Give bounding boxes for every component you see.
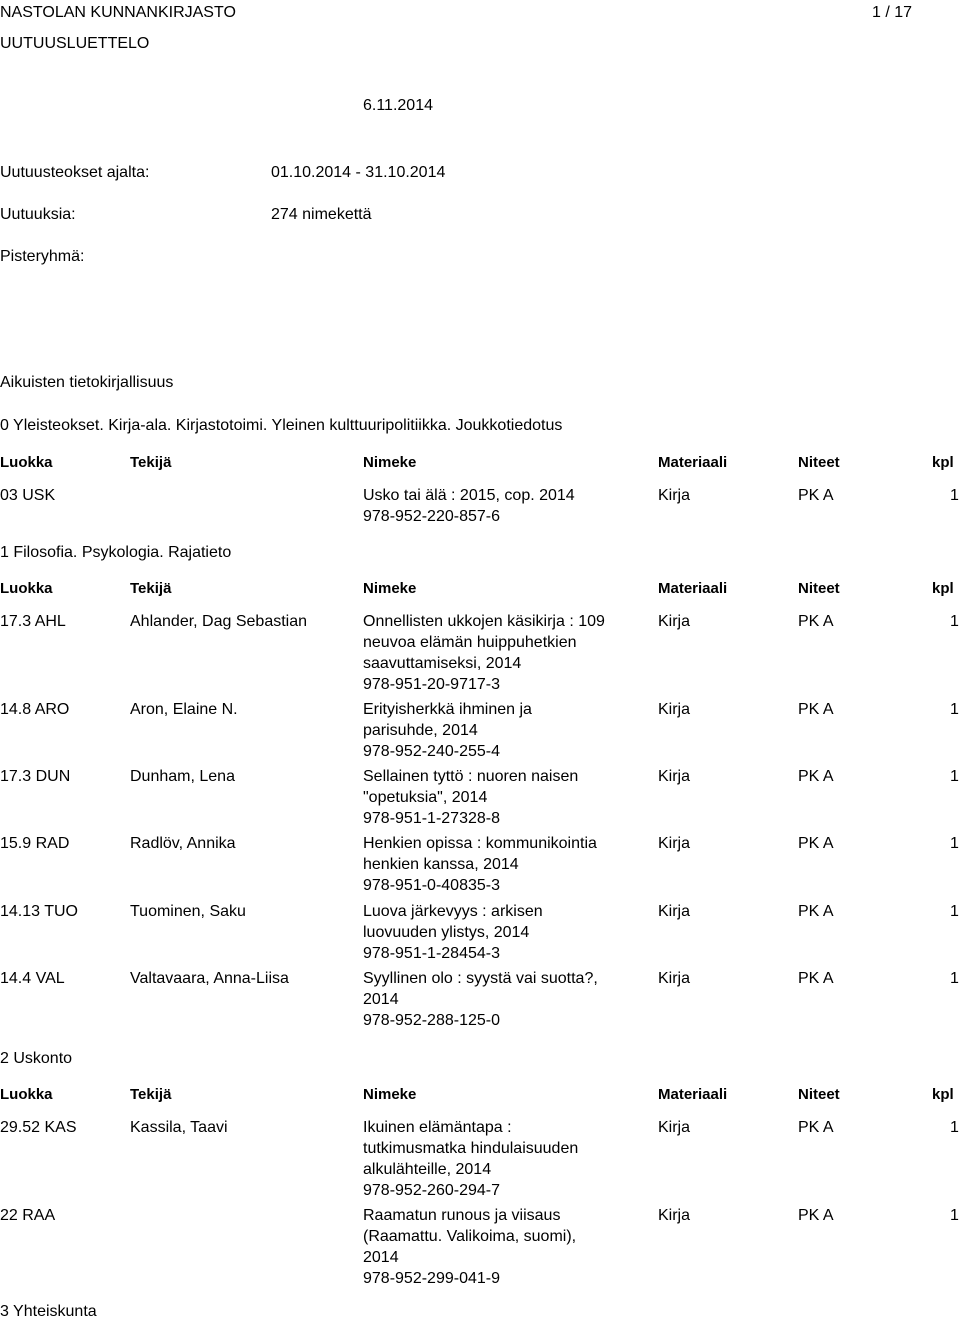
row-tekija: Radlöv, Annika <box>130 835 236 852</box>
row-kpl: 1 <box>950 1207 959 1224</box>
col-niteet: Niteet <box>798 580 840 597</box>
group-label: Pisteryhmä: <box>0 248 85 265</box>
row-luokka: 17.3 DUN <box>0 768 71 785</box>
col-tekija: Tekijä <box>130 580 172 597</box>
row-luokka: 14.8 ARO <box>0 701 70 718</box>
col-kpl: kpl <box>932 580 954 597</box>
period-label: Uutuusteokset ajalta: <box>0 164 150 181</box>
count-value: 274 nimekettä <box>271 206 372 223</box>
row-materiaali: Kirja <box>658 487 691 504</box>
row-niteet: PK A <box>798 1207 834 1224</box>
row-materiaali: Kirja <box>658 1207 691 1224</box>
row-luokka: 14.13 TUO <box>0 903 78 920</box>
col-luokka: Luokka <box>0 580 53 597</box>
col-kpl: kpl <box>932 454 954 471</box>
row-niteet: PK A <box>798 768 834 785</box>
col-materiaali: Materiaali <box>658 1086 728 1103</box>
row-materiaali: Kirja <box>658 1119 691 1136</box>
row-niteet: PK A <box>798 487 834 504</box>
count-label: Uutuuksia: <box>0 206 76 223</box>
row-nimeke: Syyllinen olo : syystä vai suotta?, 2014 978-952-288-125-0 <box>363 970 598 1029</box>
col-luokka: Luokka <box>0 454 53 471</box>
col-materiaali: Materiaali <box>658 580 728 597</box>
col-nimeke: Nimeke <box>363 580 417 597</box>
row-nimeke: Onnellisten ukkojen käsikirja : 109 neuvoa elämän huippuhetkien saavuttamiseksi, 2014 978-951-20-9717-3 <box>363 613 605 693</box>
row-kpl: 1 <box>950 701 959 718</box>
row-nimeke: Ikuinen elämäntapa : tutkimusmatka hindulaisuuden alkulähteille, 2014 978-952-260-294-7 <box>363 1119 579 1199</box>
col-tekija: Tekijä <box>130 1086 172 1103</box>
col-materiaali: Materiaali <box>658 454 728 471</box>
row-nimeke: Sellainen tyttö : nuoren naisen "opetuksia", 2014 978-951-1-27328-8 <box>363 768 579 827</box>
row-luokka: 14.4 VAL <box>0 970 65 987</box>
col-luokka: Luokka <box>0 1086 53 1103</box>
col-nimeke: Nimeke <box>363 1086 417 1103</box>
col-niteet: Niteet <box>798 1086 840 1103</box>
row-tekija: Dunham, Lena <box>130 768 235 785</box>
row-luokka: 22 RAA <box>0 1207 56 1224</box>
row-luokka: 17.3 AHL <box>0 613 66 630</box>
col-tekija: Tekijä <box>130 454 172 471</box>
row-kpl: 1 <box>950 613 959 630</box>
row-materiaali: Kirja <box>658 835 691 852</box>
page-number: 1 / 17 <box>872 4 913 21</box>
row-materiaali: Kirja <box>658 613 691 630</box>
row-materiaali: Kirja <box>658 701 691 718</box>
row-tekija: Valtavaara, Anna-Liisa <box>130 970 289 987</box>
row-niteet: PK A <box>798 835 834 852</box>
section-title: 2 Uskonto <box>0 1050 73 1067</box>
list-title: UUTUUSLUETTELO <box>0 35 150 52</box>
report-date: 6.11.2014 <box>363 97 433 114</box>
row-kpl: 1 <box>950 835 959 852</box>
row-materiaali: Kirja <box>658 768 691 785</box>
category-title: Aikuisten tietokirjallisuus <box>0 374 174 391</box>
row-tekija: Aron, Elaine N. <box>130 701 238 718</box>
row-tekija: Ahlander, Dag Sebastian <box>130 613 308 630</box>
row-niteet: PK A <box>798 970 834 987</box>
row-nimeke: Usko tai älä : 2015, cop. 2014 978-952-220-857-6 <box>363 487 575 525</box>
row-kpl: 1 <box>950 1119 959 1136</box>
period-value: 01.10.2014 - 31.10.2014 <box>271 164 446 181</box>
row-niteet: PK A <box>798 1119 834 1136</box>
row-nimeke: Erityisherkkä ihminen ja parisuhde, 2014 978-952-240-255-4 <box>363 701 532 760</box>
row-niteet: PK A <box>798 613 834 630</box>
row-luokka: 29.52 KAS <box>0 1119 77 1136</box>
section-title: 3 Yhteiskunta <box>0 1303 97 1320</box>
row-luokka: 03 USK <box>0 487 56 504</box>
row-nimeke: Luova järkevyys : arkisen luovuuden ylistys, 2014 978-951-1-28454-3 <box>363 903 543 962</box>
row-luokka: 15.9 RAD <box>0 835 70 852</box>
row-tekija: Tuominen, Saku <box>130 903 246 920</box>
col-nimeke: Nimeke <box>363 454 417 471</box>
section-title: 1 Filosofia. Psykologia. Rajatieto <box>0 544 232 561</box>
section-title: 0 Yleisteokset. Kirja-ala. Kirjastotoimi. Yleinen kulttuuripolitiikka. Joukkotiedotus <box>0 417 563 434</box>
row-kpl: 1 <box>950 487 959 504</box>
row-nimeke: Raamatun runous ja viisaus (Raamattu. Valikoima, suomi), 2014 978-952-299-041-9 <box>363 1207 577 1287</box>
row-kpl: 1 <box>950 903 959 920</box>
library-name: NASTOLAN KUNNANKIRJASTO <box>0 4 236 21</box>
row-materiaali: Kirja <box>658 903 691 920</box>
row-tekija: Kassila, Taavi <box>130 1119 228 1136</box>
row-kpl: 1 <box>950 768 959 785</box>
col-kpl: kpl <box>932 1086 954 1103</box>
row-materiaali: Kirja <box>658 970 691 987</box>
row-niteet: PK A <box>798 701 834 718</box>
row-niteet: PK A <box>798 903 834 920</box>
col-niteet: Niteet <box>798 454 840 471</box>
row-nimeke: Henkien opissa : kommunikointia henkien kanssa, 2014 978-951-0-40835-3 <box>363 835 597 894</box>
row-kpl: 1 <box>950 970 959 987</box>
